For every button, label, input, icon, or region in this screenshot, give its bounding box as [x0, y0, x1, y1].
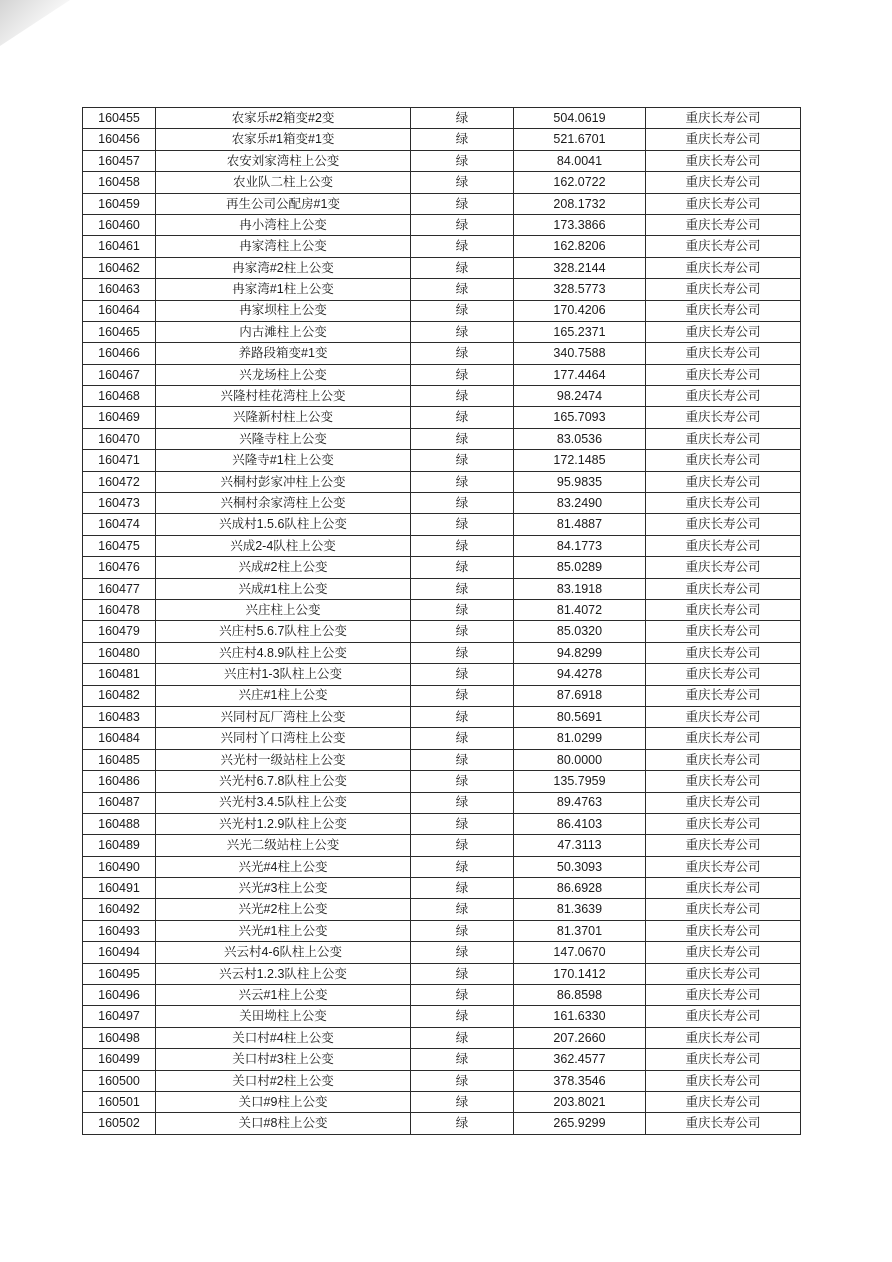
cell-id: 160484: [83, 728, 156, 749]
cell-id: 160482: [83, 685, 156, 706]
cell-name: 兴桐村余家湾柱上公变: [156, 493, 411, 514]
cell-value: 86.8598: [514, 985, 646, 1006]
cell-name: 兴光#3柱上公变: [156, 878, 411, 899]
cell-status: 绿: [411, 728, 514, 749]
cell-status: 绿: [411, 407, 514, 428]
table-row: [83, 599, 801, 620]
table-row: [83, 471, 801, 492]
cell-status: 绿: [411, 172, 514, 193]
cell-company: 重庆长寿公司: [646, 792, 801, 813]
cell-status: 绿: [411, 813, 514, 834]
cell-status: 绿: [411, 878, 514, 899]
table-row: [83, 792, 801, 813]
cell-value: 203.8021: [514, 1091, 646, 1112]
cell-name: 兴隆村桂花湾柱上公变: [156, 386, 411, 407]
table-row: [83, 1091, 801, 1112]
cell-value: 161.6330: [514, 1006, 646, 1027]
cell-status: 绿: [411, 557, 514, 578]
cell-name: 兴成#2柱上公变: [156, 557, 411, 578]
cell-id: 160485: [83, 749, 156, 770]
cell-id: 160468: [83, 386, 156, 407]
cell-name: 兴云#1柱上公变: [156, 985, 411, 1006]
table-row: [83, 279, 801, 300]
table-row: [83, 407, 801, 428]
cell-id: 160472: [83, 471, 156, 492]
cell-value: 207.2660: [514, 1027, 646, 1048]
cell-status: 绿: [411, 856, 514, 877]
cell-status: 绿: [411, 493, 514, 514]
cell-id: 160481: [83, 664, 156, 685]
cell-value: 162.8206: [514, 236, 646, 257]
cell-id: 160476: [83, 557, 156, 578]
cell-status: 绿: [411, 514, 514, 535]
table-row: [83, 364, 801, 385]
cell-company: 重庆长寿公司: [646, 514, 801, 535]
table-row: [83, 172, 801, 193]
cell-company: 重庆长寿公司: [646, 257, 801, 278]
cell-id: 160457: [83, 150, 156, 171]
cell-company: 重庆长寿公司: [646, 193, 801, 214]
cell-status: 绿: [411, 1070, 514, 1091]
cell-status: 绿: [411, 535, 514, 556]
cell-value: 328.2144: [514, 257, 646, 278]
cell-status: 绿: [411, 706, 514, 727]
table-row: [83, 321, 801, 342]
cell-value: 378.3546: [514, 1070, 646, 1091]
table-row: [83, 493, 801, 514]
table-row: [83, 1049, 801, 1070]
cell-id: 160462: [83, 257, 156, 278]
cell-value: 94.8299: [514, 642, 646, 663]
cell-value: 362.4577: [514, 1049, 646, 1070]
cell-status: 绿: [411, 920, 514, 941]
cell-status: 绿: [411, 150, 514, 171]
cell-value: 80.5691: [514, 706, 646, 727]
cell-status: 绿: [411, 471, 514, 492]
cell-company: 重庆长寿公司: [646, 407, 801, 428]
cell-id: 160493: [83, 920, 156, 941]
table-row: [83, 835, 801, 856]
cell-status: 绿: [411, 963, 514, 984]
table-row: [83, 985, 801, 1006]
cell-id: 160478: [83, 599, 156, 620]
cell-company: 重庆长寿公司: [646, 835, 801, 856]
cell-name: 冉家坝柱上公变: [156, 300, 411, 321]
cell-name: 兴龙场柱上公变: [156, 364, 411, 385]
cell-value: 165.2371: [514, 321, 646, 342]
cell-id: 160470: [83, 428, 156, 449]
cell-id: 160501: [83, 1091, 156, 1112]
table-row: [83, 963, 801, 984]
cell-value: 85.0320: [514, 621, 646, 642]
cell-company: 重庆长寿公司: [646, 899, 801, 920]
cell-id: 160460: [83, 214, 156, 235]
table-row: [83, 257, 801, 278]
cell-value: 81.0299: [514, 728, 646, 749]
cell-id: 160471: [83, 450, 156, 471]
cell-company: 重庆长寿公司: [646, 150, 801, 171]
cell-status: 绿: [411, 257, 514, 278]
cell-status: 绿: [411, 685, 514, 706]
cell-id: 160466: [83, 343, 156, 364]
cell-value: 95.9835: [514, 471, 646, 492]
cell-id: 160495: [83, 963, 156, 984]
cell-company: 重庆长寿公司: [646, 599, 801, 620]
cell-company: 重庆长寿公司: [646, 364, 801, 385]
cell-status: 绿: [411, 771, 514, 792]
table-row: [83, 749, 801, 770]
table-row: [83, 1113, 801, 1134]
cell-id: 160494: [83, 942, 156, 963]
cell-company: 重庆长寿公司: [646, 749, 801, 770]
cell-id: 160474: [83, 514, 156, 535]
cell-id: 160465: [83, 321, 156, 342]
cell-value: 135.7959: [514, 771, 646, 792]
cell-status: 绿: [411, 193, 514, 214]
cell-value: 208.1732: [514, 193, 646, 214]
cell-value: 85.0289: [514, 557, 646, 578]
cell-value: 162.0722: [514, 172, 646, 193]
cell-status: 绿: [411, 428, 514, 449]
cell-id: 160477: [83, 578, 156, 599]
cell-name: 关口村#4柱上公变: [156, 1027, 411, 1048]
table-row: [83, 920, 801, 941]
cell-name: 兴成2-4队柱上公变: [156, 535, 411, 556]
table-row: [83, 514, 801, 535]
cell-status: 绿: [411, 1027, 514, 1048]
cell-company: 重庆长寿公司: [646, 942, 801, 963]
cell-value: 173.3866: [514, 214, 646, 235]
cell-id: 160491: [83, 878, 156, 899]
cell-name: 兴光村3.4.5队柱上公变: [156, 792, 411, 813]
cell-id: 160500: [83, 1070, 156, 1091]
cell-name: 兴云村1.2.3队柱上公变: [156, 963, 411, 984]
cell-value: 47.3113: [514, 835, 646, 856]
cell-id: 160456: [83, 129, 156, 150]
page-corner-shadow: [0, 0, 70, 46]
cell-value: 87.6918: [514, 685, 646, 706]
cell-status: 绿: [411, 343, 514, 364]
cell-name: 兴同村瓦厂湾柱上公变: [156, 706, 411, 727]
cell-value: 340.7588: [514, 343, 646, 364]
table-row: [83, 813, 801, 834]
cell-id: 160461: [83, 236, 156, 257]
cell-company: 重庆长寿公司: [646, 856, 801, 877]
cell-id: 160488: [83, 813, 156, 834]
table-row: [83, 129, 801, 150]
cell-value: 504.0619: [514, 108, 646, 129]
cell-company: 重庆长寿公司: [646, 1113, 801, 1134]
cell-name: 内古滩柱上公变: [156, 321, 411, 342]
cell-id: 160502: [83, 1113, 156, 1134]
cell-id: 160479: [83, 621, 156, 642]
cell-name: 兴庄柱上公变: [156, 599, 411, 620]
cell-id: 160458: [83, 172, 156, 193]
cell-status: 绿: [411, 1113, 514, 1134]
cell-status: 绿: [411, 835, 514, 856]
cell-id: 160492: [83, 899, 156, 920]
cell-name: 冉家湾柱上公变: [156, 236, 411, 257]
cell-company: 重庆长寿公司: [646, 706, 801, 727]
table-row: [83, 108, 801, 129]
cell-status: 绿: [411, 214, 514, 235]
cell-company: 重庆长寿公司: [646, 279, 801, 300]
cell-company: 重庆长寿公司: [646, 493, 801, 514]
table-row: [83, 685, 801, 706]
table-row: [83, 343, 801, 364]
cell-name: 兴云村4-6队柱上公变: [156, 942, 411, 963]
cell-value: 89.4763: [514, 792, 646, 813]
cell-company: 重庆长寿公司: [646, 535, 801, 556]
cell-name: 养路段箱变#1变: [156, 343, 411, 364]
cell-company: 重庆长寿公司: [646, 236, 801, 257]
cell-company: 重庆长寿公司: [646, 450, 801, 471]
cell-value: 83.2490: [514, 493, 646, 514]
cell-status: 绿: [411, 985, 514, 1006]
cell-status: 绿: [411, 599, 514, 620]
cell-name: 兴光二级站柱上公变: [156, 835, 411, 856]
cell-value: 328.5773: [514, 279, 646, 300]
cell-value: 83.1918: [514, 578, 646, 599]
cell-id: 160467: [83, 364, 156, 385]
cell-name: 兴光#2柱上公变: [156, 899, 411, 920]
cell-value: 94.4278: [514, 664, 646, 685]
cell-name: 关田坳柱上公变: [156, 1006, 411, 1027]
cell-name: 兴光#4柱上公变: [156, 856, 411, 877]
cell-id: 160463: [83, 279, 156, 300]
cell-value: 98.2474: [514, 386, 646, 407]
cell-company: 重庆长寿公司: [646, 621, 801, 642]
cell-status: 绿: [411, 386, 514, 407]
cell-status: 绿: [411, 300, 514, 321]
cell-status: 绿: [411, 578, 514, 599]
cell-company: 重庆长寿公司: [646, 471, 801, 492]
cell-company: 重庆长寿公司: [646, 321, 801, 342]
cell-value: 84.1773: [514, 535, 646, 556]
cell-company: 重庆长寿公司: [646, 1091, 801, 1112]
cell-id: 160464: [83, 300, 156, 321]
transformer-table: [82, 107, 801, 1135]
table-row: [83, 300, 801, 321]
cell-id: 160489: [83, 835, 156, 856]
cell-company: 重庆长寿公司: [646, 108, 801, 129]
cell-name: 兴隆寺#1柱上公变: [156, 450, 411, 471]
cell-name: 兴光#1柱上公变: [156, 920, 411, 941]
cell-status: 绿: [411, 1006, 514, 1027]
cell-status: 绿: [411, 642, 514, 663]
cell-id: 160486: [83, 771, 156, 792]
table-row: [83, 386, 801, 407]
cell-value: 84.0041: [514, 150, 646, 171]
cell-company: 重庆长寿公司: [646, 172, 801, 193]
cell-value: 172.1485: [514, 450, 646, 471]
table-row: [83, 214, 801, 235]
cell-company: 重庆长寿公司: [646, 963, 801, 984]
table-row: [83, 1070, 801, 1091]
cell-value: 170.4206: [514, 300, 646, 321]
cell-name: 兴庄村1-3队柱上公变: [156, 664, 411, 685]
cell-id: 160487: [83, 792, 156, 813]
cell-company: 重庆长寿公司: [646, 728, 801, 749]
cell-value: 50.3093: [514, 856, 646, 877]
cell-id: 160475: [83, 535, 156, 556]
table-row: [83, 899, 801, 920]
table-row: [83, 771, 801, 792]
cell-value: 165.7093: [514, 407, 646, 428]
cell-name: 兴同村丫口湾柱上公变: [156, 728, 411, 749]
cell-name: 兴桐村彭家冲柱上公变: [156, 471, 411, 492]
cell-name: 冉家湾#2柱上公变: [156, 257, 411, 278]
cell-value: 265.9299: [514, 1113, 646, 1134]
table-row: [83, 878, 801, 899]
cell-id: 160499: [83, 1049, 156, 1070]
cell-name: 兴光村一级站柱上公变: [156, 749, 411, 770]
cell-value: 81.3701: [514, 920, 646, 941]
cell-company: 重庆长寿公司: [646, 1049, 801, 1070]
cell-value: 86.4103: [514, 813, 646, 834]
cell-name: 兴光村1.2.9队柱上公变: [156, 813, 411, 834]
cell-company: 重庆长寿公司: [646, 386, 801, 407]
cell-value: 83.0536: [514, 428, 646, 449]
cell-company: 重庆长寿公司: [646, 1006, 801, 1027]
cell-value: 521.6701: [514, 129, 646, 150]
cell-status: 绿: [411, 621, 514, 642]
cell-company: 重庆长寿公司: [646, 642, 801, 663]
cell-name: 再生公司公配房#1变: [156, 193, 411, 214]
table-row: [83, 150, 801, 171]
cell-id: 160459: [83, 193, 156, 214]
cell-status: 绿: [411, 321, 514, 342]
table-row: [83, 706, 801, 727]
cell-status: 绿: [411, 129, 514, 150]
cell-name: 兴庄#1柱上公变: [156, 685, 411, 706]
table-row: [83, 1006, 801, 1027]
table-row: [83, 578, 801, 599]
cell-status: 绿: [411, 942, 514, 963]
cell-value: 81.4072: [514, 599, 646, 620]
cell-name: 农业队二柱上公变: [156, 172, 411, 193]
cell-id: 160469: [83, 407, 156, 428]
cell-name: 兴成#1柱上公变: [156, 578, 411, 599]
cell-value: 80.0000: [514, 749, 646, 770]
cell-status: 绿: [411, 364, 514, 385]
cell-value: 170.1412: [514, 963, 646, 984]
cell-status: 绿: [411, 749, 514, 770]
table-row: [83, 193, 801, 214]
table-row: [83, 428, 801, 449]
cell-name: 农家乐#1箱变#1变: [156, 129, 411, 150]
cell-name: 冉小湾柱上公变: [156, 214, 411, 235]
cell-value: 81.4887: [514, 514, 646, 535]
table-row: [83, 535, 801, 556]
cell-name: 关口#8柱上公变: [156, 1113, 411, 1134]
cell-id: 160498: [83, 1027, 156, 1048]
table-row: [83, 621, 801, 642]
cell-company: 重庆长寿公司: [646, 685, 801, 706]
cell-id: 160480: [83, 642, 156, 663]
table-body: [83, 108, 801, 1135]
table-row: [83, 856, 801, 877]
cell-name: 冉家湾#1柱上公变: [156, 279, 411, 300]
cell-name: 关口村#2柱上公变: [156, 1070, 411, 1091]
table-row: [83, 642, 801, 663]
cell-name: 兴隆寺柱上公变: [156, 428, 411, 449]
cell-company: 重庆长寿公司: [646, 920, 801, 941]
cell-status: 绿: [411, 108, 514, 129]
cell-name: 关口村#3柱上公变: [156, 1049, 411, 1070]
cell-id: 160490: [83, 856, 156, 877]
table-row: [83, 236, 801, 257]
cell-name: 兴成村1.5.6队柱上公变: [156, 514, 411, 535]
cell-status: 绿: [411, 664, 514, 685]
cell-value: 86.6928: [514, 878, 646, 899]
table-row: [83, 728, 801, 749]
cell-name: 农安刘家湾柱上公变: [156, 150, 411, 171]
cell-status: 绿: [411, 450, 514, 471]
cell-company: 重庆长寿公司: [646, 557, 801, 578]
cell-company: 重庆长寿公司: [646, 129, 801, 150]
cell-status: 绿: [411, 236, 514, 257]
cell-id: 160496: [83, 985, 156, 1006]
cell-name: 兴庄村4.8.9队柱上公变: [156, 642, 411, 663]
table-row: [83, 1027, 801, 1048]
cell-name: 关口#9柱上公变: [156, 1091, 411, 1112]
cell-company: 重庆长寿公司: [646, 878, 801, 899]
cell-company: 重庆长寿公司: [646, 985, 801, 1006]
cell-id: 160473: [83, 493, 156, 514]
table-row: [83, 557, 801, 578]
cell-company: 重庆长寿公司: [646, 664, 801, 685]
cell-company: 重庆长寿公司: [646, 343, 801, 364]
cell-name: 农家乐#2箱变#2变: [156, 108, 411, 129]
cell-company: 重庆长寿公司: [646, 214, 801, 235]
table-row: [83, 942, 801, 963]
cell-name: 兴庄村5.6.7队柱上公变: [156, 621, 411, 642]
cell-company: 重庆长寿公司: [646, 1070, 801, 1091]
cell-name: 兴隆新村柱上公变: [156, 407, 411, 428]
cell-value: 147.0670: [514, 942, 646, 963]
cell-status: 绿: [411, 899, 514, 920]
cell-company: 重庆长寿公司: [646, 578, 801, 599]
cell-status: 绿: [411, 1049, 514, 1070]
cell-status: 绿: [411, 279, 514, 300]
cell-status: 绿: [411, 792, 514, 813]
cell-id: 160483: [83, 706, 156, 727]
table-row: [83, 450, 801, 471]
table-row: [83, 664, 801, 685]
cell-value: 81.3639: [514, 899, 646, 920]
cell-status: 绿: [411, 1091, 514, 1112]
cell-id: 160455: [83, 108, 156, 129]
cell-value: 177.4464: [514, 364, 646, 385]
cell-company: 重庆长寿公司: [646, 813, 801, 834]
cell-company: 重庆长寿公司: [646, 428, 801, 449]
cell-company: 重庆长寿公司: [646, 1027, 801, 1048]
cell-id: 160497: [83, 1006, 156, 1027]
cell-company: 重庆长寿公司: [646, 300, 801, 321]
cell-name: 兴光村6.7.8队柱上公变: [156, 771, 411, 792]
cell-company: 重庆长寿公司: [646, 771, 801, 792]
